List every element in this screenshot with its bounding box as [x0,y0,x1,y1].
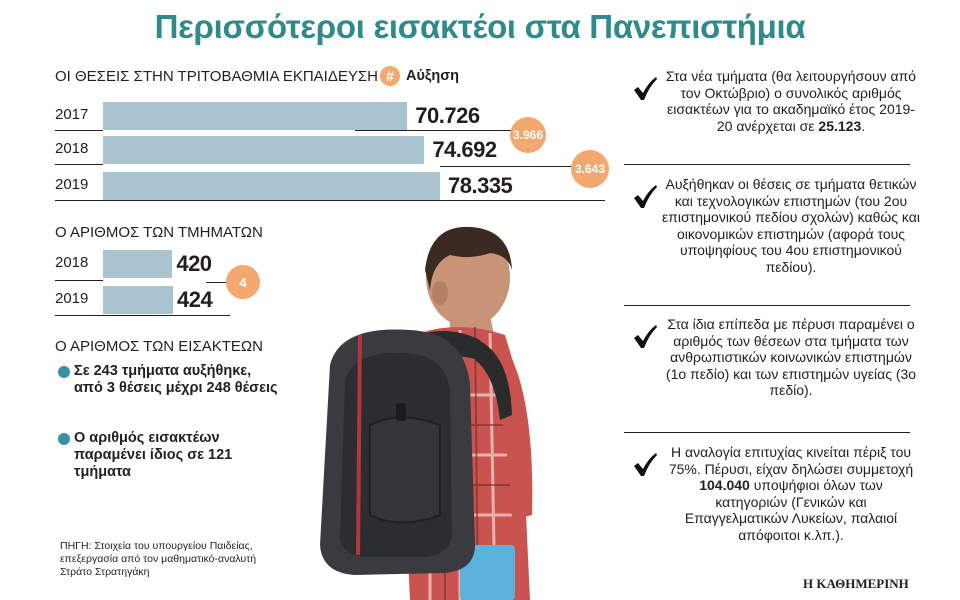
info-text [662,176,920,275]
info-text-part: . [861,117,866,134]
row-rule [55,280,103,281]
legend-symbol: # [380,66,400,86]
checkmark-icon [632,184,658,210]
increase-connector [206,282,228,283]
value-label: 78.335 [448,173,513,198]
chart2-title: Ο ΑΡΙΘΜΟΣ ΤΩΝ ΤΜΗΜΑΤΩΝ [55,224,263,241]
chart1-title: ΟΙ ΘΕΣΕΙΣ ΣΤΗΝ ΤΡΙΤΟΒΑΘΜΙΑ ΕΚΠΑΙΔΕΥΣΗ [55,68,378,85]
value-label: 420 [176,251,212,276]
separator [624,432,910,433]
info-text-highlight: 104.040 [699,477,750,493]
info-text [662,316,920,399]
info-text [662,444,920,543]
row-rule [55,164,103,165]
info-text [662,68,920,134]
bar-row [55,250,315,278]
page-title: Περισσότεροι εισακτέοι στα Πανεπιστήμια [154,8,806,45]
bar [103,250,172,278]
brand-logo: Η ΚΑΘΗΜΕΡΙΝΗ [803,576,909,591]
increase-connector [440,166,590,167]
bar-row [55,286,315,314]
legend [380,66,459,86]
checkmark-icon [632,324,658,350]
info-text-part: υποψήφιοι όλων των κατηγοριών (Γενικών και Επαγγελματικών Λυκείων, παλαιοί απόφοιτοι κ.λπ.). [684,477,898,543]
row-rule [55,130,103,131]
year-label: 2019 [55,290,89,307]
bar [103,286,173,314]
value-label: 70.726 [415,103,480,128]
admitted-title: Ο ΑΡΙΘΜΟΣ ΤΩΝ ΕΙΣΑΚΤΕΩΝ [55,338,263,355]
info-text-part: Αυξήθηκαν οι θέσεις σε τμήματα θετικών και τεχνολογικών επιστημών (του 2ου επιστημονικού πεδίου σχολών) καθώς και οικονομικών επιστημών (αφορά τους υποψηφίους του 4ου επιστημονικού πεδίου). [662,176,920,275]
increase-badge: 4 [226,265,260,299]
increase-connector [355,130,515,131]
increase-badge: 3.643 [571,150,609,188]
checkmark-icon [632,76,658,102]
info-text-part: Η αναλογία επιτυχίας κινείται πέριξ του 75%. Πέρυσι, είχαν δηλώσει συμμετοχή [668,444,914,477]
info-text-highlight: 25.123 [818,117,862,134]
increase-badge: 3.966 [510,117,546,153]
year-label: 2017 [55,106,89,123]
checkmark-icon [632,452,658,478]
separator [624,164,910,165]
source-note: ΠΗΓΗ: Στοιχεία του υπουργείου Παιδείας, επεξεργασία από τον μαθηματικό-αναλυτή Στράτο Στρατηγάκη [60,540,257,578]
bar-row [55,172,615,200]
admitted-bullet-text: Σε 243 τμήματα αυξήθηκε, από 3 θέσεις μέχρι 248 θέσεις [74,363,278,396]
student-backpack-illustration [300,215,550,600]
bullet-dot [58,433,70,445]
row-rule [55,315,230,316]
admitted-bullet-text: Ο αριθμός εισακτέων παραμένει ίδιος σε 121 τμήματα [74,430,233,480]
year-label: 2019 [55,176,89,193]
bullet-dot [58,366,70,378]
separator [624,305,910,306]
bar [103,102,407,130]
bar [103,136,424,164]
info-text-part: Στα νέα τμήματα (θα λειτουργήσουν από τον Οκτώβριο) ο συνολικός αριθμός εισακτέων για το ακαδημαϊκό έτος 2019-20 ανέρχεται σε [665,68,917,134]
row-rule [55,200,605,201]
info-text-part: Στα ίδια επίπεδα με πέρυσι παραμένει ο αριθμός των θέσεων στα τμήματα των ανθρωπιστικών κοινωνικών επιστημών (1ο πεδίο) και των επιστημών υγείας (3ο πεδίο). [665,316,917,398]
legend-label: Αύξηση [406,68,460,84]
bar [103,172,440,200]
value-label: 74.692 [432,137,497,162]
value-label: 424 [177,287,213,312]
year-label: 2018 [55,254,89,271]
year-label: 2018 [55,140,89,157]
